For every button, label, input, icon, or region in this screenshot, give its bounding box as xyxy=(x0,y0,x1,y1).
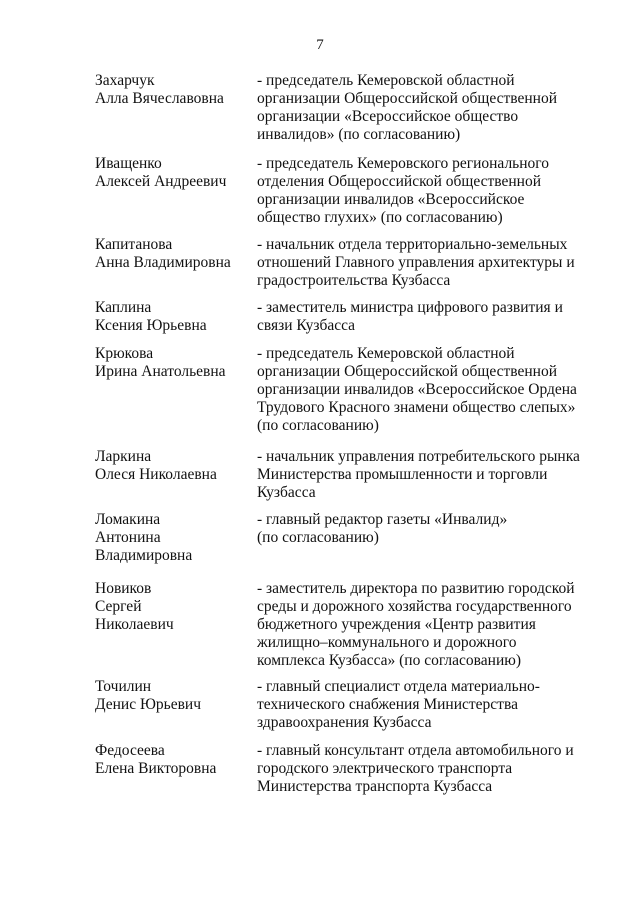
member-surname: Захарчук xyxy=(95,72,155,89)
member-role-line: технического снабжения Министерства xyxy=(257,696,518,713)
member-surname: Капитанова xyxy=(95,236,173,253)
member-role-line: - начальник отдела территориально-земельных xyxy=(257,236,568,253)
member-role-line: городского электрического транспорта xyxy=(257,760,513,777)
member-given-name-line: Антонина xyxy=(95,529,161,546)
member-role-line: Министерства транспорта Кузбасса xyxy=(257,778,493,795)
member-surname: Иващенко xyxy=(95,155,162,172)
member-role-line: градостроительства Кузбасса xyxy=(257,272,451,289)
member-role xyxy=(257,155,597,227)
member-role-line: - заместитель министра цифрового развития и xyxy=(257,299,563,316)
member-role xyxy=(257,236,597,290)
member-given-name-line: Владимировна xyxy=(95,547,193,564)
member-role-line: инвалидов» (по согласованию) xyxy=(257,126,461,143)
member-role-line: отделения Общероссийской общественной xyxy=(257,173,541,190)
member-role xyxy=(257,742,597,796)
member-given-name-line: Алла Вячеславовна xyxy=(95,90,224,107)
member-role-line: комплекса Кузбасса» (по согласованию) xyxy=(257,652,521,669)
member-role-line: Трудового Красного знамени общество слепых» xyxy=(257,399,576,416)
member-given-name-line: Ирина Анатольевна xyxy=(95,363,226,380)
member-surname: Каплина xyxy=(95,299,152,316)
member-surname: Ломакина xyxy=(95,511,161,528)
member-person xyxy=(95,678,245,714)
member-role-line: - главный консультант отдела автомобильного и xyxy=(257,742,574,759)
member-role xyxy=(257,72,597,144)
member-role-line: - главный редактор газеты «Инвалид» xyxy=(257,511,508,528)
member-given-name-line: Олеся Николаевна xyxy=(95,466,217,483)
member-role xyxy=(257,511,597,547)
member-role-line: организации Общероссийской общественной xyxy=(257,363,557,380)
member-given-name-line: Елена Викторовна xyxy=(95,760,217,777)
member-role-line: здравоохранения Кузбасса xyxy=(257,714,432,731)
member-person xyxy=(95,448,245,484)
member-role-line: среды и дорожного хозяйства государственного xyxy=(257,598,572,615)
member-given-name-line: Алексей Андреевич xyxy=(95,173,227,190)
member-role-line: организации инвалидов «Всероссийское Ордена xyxy=(257,381,577,398)
member-role-line: - председатель Кемеровского регионального xyxy=(257,155,550,172)
member-role xyxy=(257,678,597,732)
member-role-line: - начальник управления потребительского рынка xyxy=(257,448,580,465)
member-person xyxy=(95,742,245,778)
member-surname: Федосеева xyxy=(95,742,165,759)
member-person xyxy=(95,72,245,108)
member-role-line: - председатель Кемеровской областной xyxy=(257,72,515,89)
member-given-name-line: Денис Юрьевич xyxy=(95,696,202,713)
member-role-line: - заместитель директора по развитию городской xyxy=(257,580,575,597)
member-person xyxy=(95,236,245,272)
member-given-name-line: Николаевич xyxy=(95,616,174,633)
member-role xyxy=(257,448,597,502)
member-person xyxy=(95,155,245,191)
member-given-name-line: Анна Владимировна xyxy=(95,254,231,271)
member-role-line: общество глухих» (по согласованию) xyxy=(257,209,503,226)
member-role-line: организации инвалидов «Всероссийское xyxy=(257,191,525,208)
member-role-line: отношений Главного управления архитектуры и xyxy=(257,254,575,271)
member-role-line: Министерства промышленности и торговли xyxy=(257,466,548,483)
member-surname: Ларкина xyxy=(95,448,152,465)
member-surname: Новиков xyxy=(95,580,152,597)
member-role-line: (по согласованию) xyxy=(257,529,379,546)
member-role xyxy=(257,580,597,670)
member-role-line: - председатель Кемеровской областной xyxy=(257,345,515,362)
member-role-line: (по согласованию) xyxy=(257,417,379,434)
member-person xyxy=(95,345,245,381)
page-number: 7 xyxy=(316,37,324,53)
member-role-line: организации Общероссийской общественной xyxy=(257,90,557,107)
member-role xyxy=(257,299,597,335)
member-role-line: бюджетного учреждения «Центр развития xyxy=(257,616,536,633)
member-surname: Крюкова xyxy=(95,345,154,362)
member-person xyxy=(95,580,245,634)
member-role xyxy=(257,345,597,435)
member-given-name-line: Сергей xyxy=(95,598,142,615)
member-person xyxy=(95,511,245,565)
member-role-line: - главный специалист отдела материально- xyxy=(257,678,540,695)
member-role-line: организации «Всероссийское общество xyxy=(257,108,519,125)
member-given-name-line: Ксения Юрьевна xyxy=(95,317,207,334)
member-role-line: связи Кузбасса xyxy=(257,317,356,334)
member-role-line: жилищно–коммунального и дорожного xyxy=(257,634,517,651)
member-person xyxy=(95,299,245,335)
member-role-line: Кузбасса xyxy=(257,484,316,501)
member-surname: Точилин xyxy=(95,678,152,695)
